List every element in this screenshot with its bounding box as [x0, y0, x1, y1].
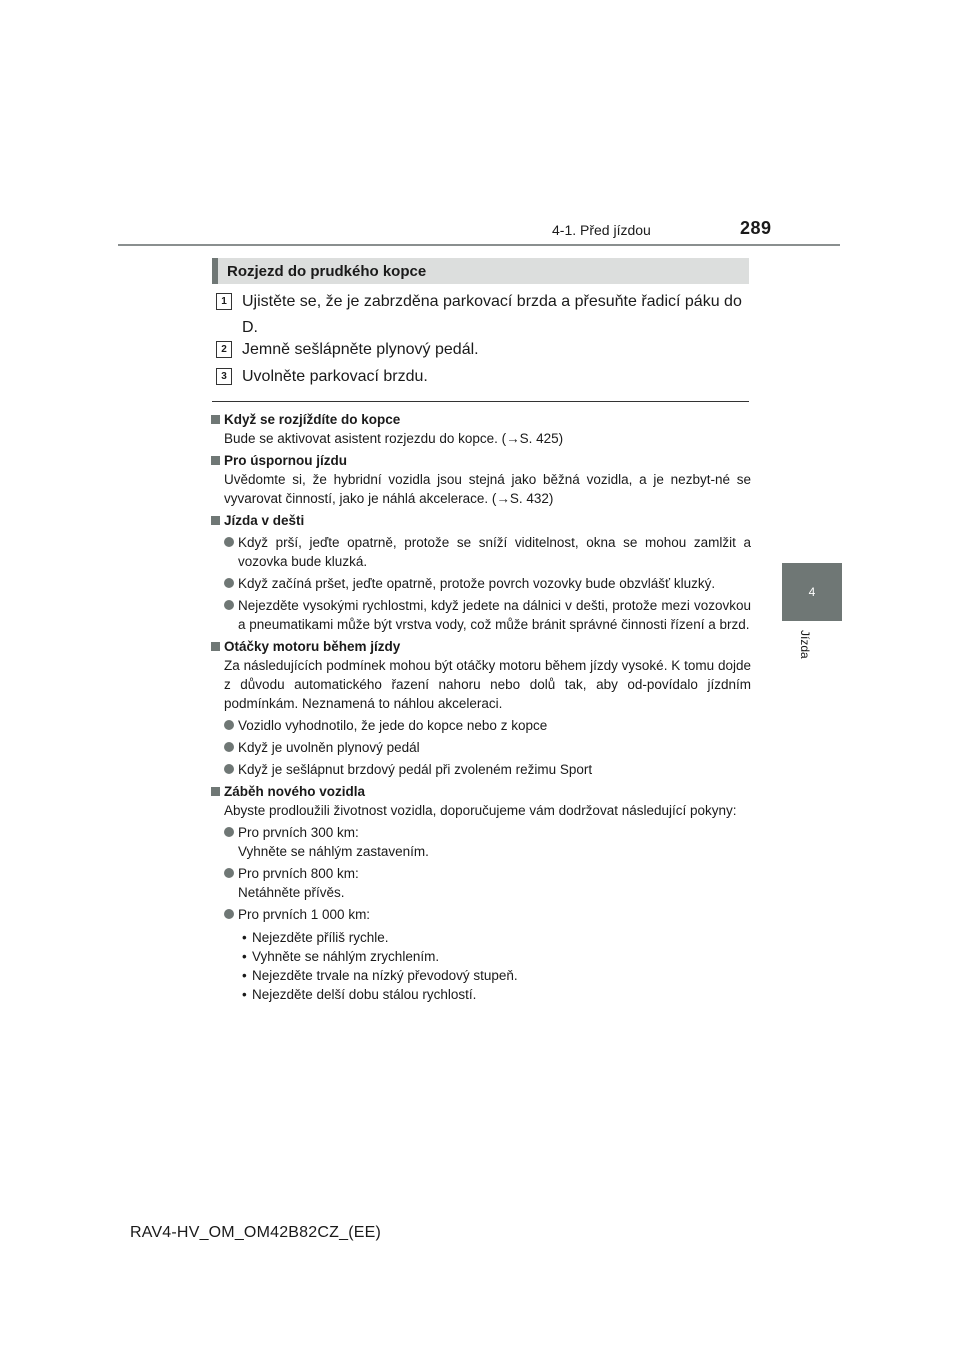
bullet-item [210, 905, 751, 924]
bullet-item: Když je sešlápnut brzdový pedál při zvoleném režimu Sport [210, 760, 751, 779]
note-heading: Záběh nového vozidla [210, 782, 751, 801]
header-rule [118, 244, 840, 246]
page-number: 289 [740, 218, 772, 238]
chapter-number: 4 [808, 585, 816, 599]
bullet-line: Netáhněte přívěs. [238, 885, 345, 900]
note-heading: Když se rozjíždíte do kopce [210, 410, 751, 429]
step-number: 1 [216, 293, 232, 310]
step-2 [216, 337, 752, 363]
sub-list [210, 928, 751, 1004]
heading-marker [212, 258, 218, 284]
section-heading: Rozjezd do prudkého kopce [227, 262, 427, 280]
step-text: Uvolněte parkovací brzdu. [242, 368, 428, 385]
note-text: Za následujících podmínek mohou být otáčky motoru během jízdy vysoké. K tomu dojde z důvodu automatického řazení nahoru nebo dolů tak, aby od-povídalo jízdním podmínkám. Neznamená to náhlou akceleraci. [224, 658, 751, 711]
bullet-item [210, 864, 751, 902]
note-heading: Pro úspornou jízdu [210, 451, 751, 470]
bullet-line: Pro prvních 800 km: [238, 866, 359, 881]
bullet-item: Když prší, jeďte opatrně, protože se sníží viditelnost, okna se mohou zamlžit a vozovka bude kluzká. [210, 533, 751, 571]
note-text: Abyste prodloužili životnost vozidla, doporučujeme vám dodržovat následující pokyny: [224, 803, 737, 818]
notes [210, 407, 751, 1004]
sub-item: • Nejezděte delší dobu stálou rychlostí. [242, 985, 751, 1004]
note-text: Uvědomte si, že hybridní vozidla jsou stejná jako běžná vozidla, a je nezbyt-né se vyvarovat činností, jako je náhlá akcelerace. (→S. 432) [224, 472, 751, 506]
step-number: 3 [216, 368, 232, 385]
note-heading: Otáčky motoru během jízdy [210, 637, 751, 656]
step-3 [216, 364, 752, 390]
bullet-item: Nejezděte vysokými rychlostmi, když jedete na dálnici v dešti, protože mezi vozovkou a pneumatikami může být vrstva vody, což může bránit správné činnosti řízení a brzd. [210, 596, 751, 634]
sub-item: • Nejezděte trvale na nízký převodový stupeň. [242, 966, 751, 985]
chapter-tab [782, 563, 842, 621]
chapter-label: Jízda [798, 630, 812, 659]
sub-item: • Vyhněte se náhlým zrychlením. [242, 947, 751, 966]
bullet-item [210, 823, 751, 861]
step-number: 2 [216, 341, 232, 358]
section-heading-bar [212, 258, 749, 284]
bullet-item: Vozidlo vyhodnotilo, že jede do kopce nebo z kopce [210, 716, 751, 735]
step-text: Jemně sešlápněte plynový pedál. [242, 341, 479, 358]
bullet-line: Vyhněte se náhlým zastavením. [238, 844, 429, 859]
bullet-line: Pro prvních 1 000 km: [238, 907, 371, 922]
bullet-item: Když je uvolněn plynový pedál [210, 738, 751, 757]
sub-item: • Nejezděte příliš rychle. [242, 928, 751, 947]
note-text: Bude se aktivovat asistent rozjezdu do kopce. (→S. 425) [224, 431, 564, 446]
note-heading: Jízda v dešti [210, 511, 751, 530]
document-code: RAV4-HV_OM_OM42B82CZ_(EE) [130, 1224, 381, 1241]
bullet-item: Když začíná pršet, jeďte opatrně, protože povrch vozovky bude obzvlášť kluzký. [210, 574, 751, 593]
bullet-line: Pro prvních 300 km: [238, 825, 359, 840]
step-text: Ujistěte se, že je zabrzděna parkovací brzda a přesuňte řadicí páku do D. [242, 293, 742, 336]
step-1 [216, 289, 752, 341]
section-divider [212, 401, 749, 402]
section-title: 4-1. Před jízdou [552, 222, 651, 238]
